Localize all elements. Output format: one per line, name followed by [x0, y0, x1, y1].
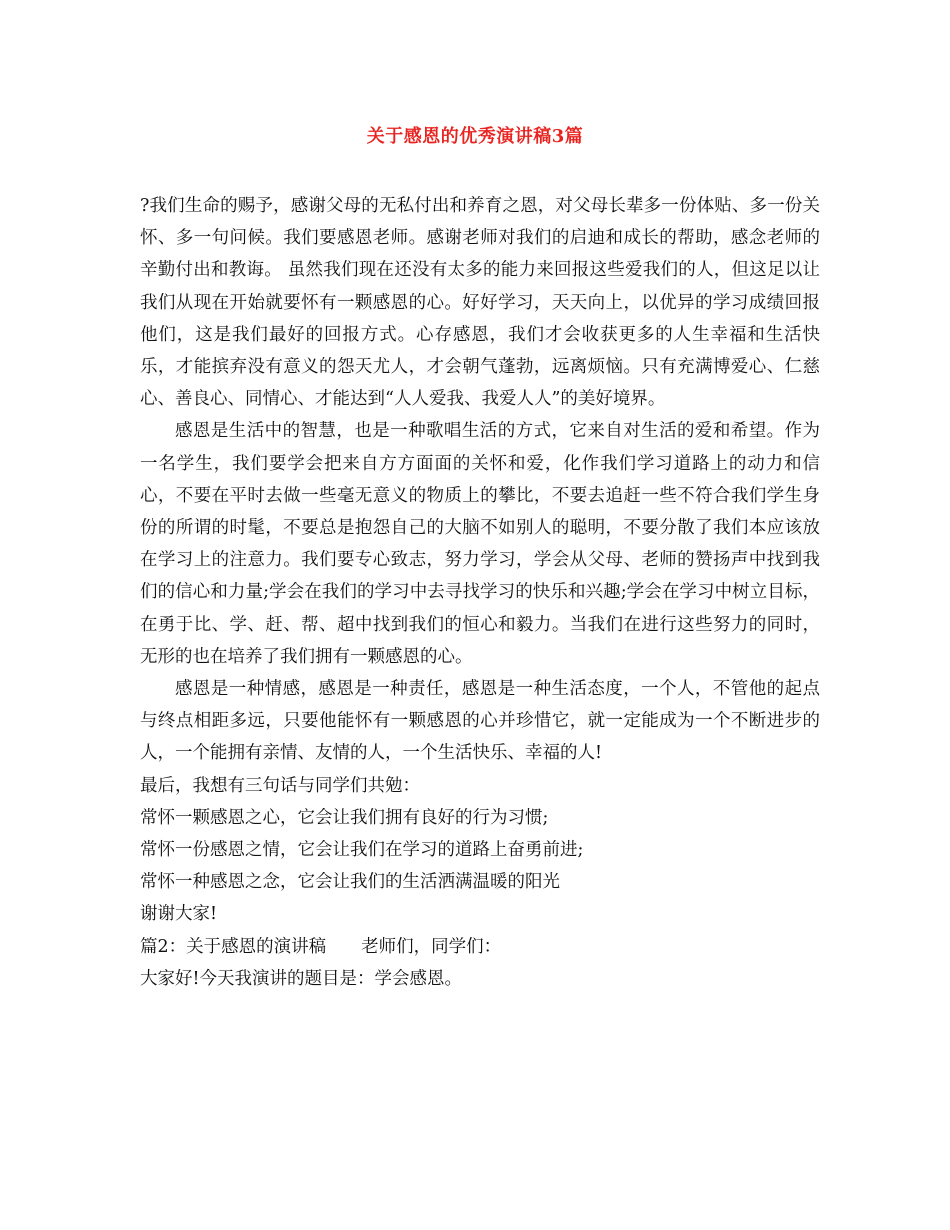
section-2-heading: 篇2：关于感恩的演讲稿 老师们，同学们：	[140, 936, 502, 957]
section-2-greeting: 大家好!今天我演讲的题目是：学会感恩。	[140, 968, 463, 989]
paragraph-3: 感恩是一种情感，感恩是一种责任，感恩是一种生活态度，一个人，不管他的起点与终点相距多远，只要他能怀有一颗感恩的心并珍惜它，就一定能成为一个不断进步的人，一个能拥有亲情、友情的人，一个生活快乐、幸福的人!	[140, 679, 820, 764]
paragraph-1: ?我们生命的赐予，感谢父母的无私付出和养育之恩，对父母长辈多一份体贴、多一份关怀、多一句问候。我们要感恩老师。感谢老师对我们的启迪和成长的帮助，感念老师的辛勤付出和教诲。 虽然我们现在还没有太多的能力来回报这些爱我们的人，但这足以让我们从现在开始就要怀有一颗感恩的心。好好学习，天天向上，以优异的学习成绩回报他们，这是我们最好的回报方式。心存感恩，我们才会收获更多的人生幸福和生活快乐，才能摈弃没有意义的怨天尤人，才会朝气蓬勃，远离烦恼。只有充满博爱心、仁慈心、善良心、同情心、才能达到“人人爱我、我爱人人”的美好境界。	[140, 196, 820, 410]
document-title: 关于感恩的优秀演讲稿3篇	[366, 126, 584, 147]
paragraph-closing-intro: 最后，我想有三句话与同学们共勉：	[140, 775, 420, 796]
paragraph-2: 感恩是生活中的智慧，也是一种歌唱生活的方式，它来自对生活的爱和希望。作为一名学生，我们要学会把来自方方面面的关怀和爱，化作我们学习道路上的动力和信心，不要在平时去做一些毫无意义的物质上的攀比，不要去追赶一些不符合我们学生身份的所谓的时髦，不要总是抱怨自己的大脑不如别人的聪明，不要分散了我们本应该放在学习上的注意力。我们要专心致志，努力学习，学会从父母、老师的赞扬声中找到我们的信心和力量;学会在我们的学习中去寻找学习的快乐和兴趣;学会在学习中树立目标，在勇于比、学、赶、帮、超中找到我们的恒心和毅力。当我们在进行这些努力的同时，无形的也在培养了我们拥有一颗感恩的心。	[140, 421, 820, 667]
document-body	[140, 190, 820, 995]
motto-line-1: 常怀一颗感恩之心，它会让我们拥有良好的行为习惯;	[140, 807, 549, 828]
motto-line-2: 常怀一份感恩之情，它会让我们在学习的道路上奋勇前进;	[140, 840, 584, 861]
motto-line-3: 常怀一种感恩之念，它会让我们的生活洒满温暖的阳光	[140, 872, 560, 893]
thanks-line: 谢谢大家!	[140, 904, 218, 925]
